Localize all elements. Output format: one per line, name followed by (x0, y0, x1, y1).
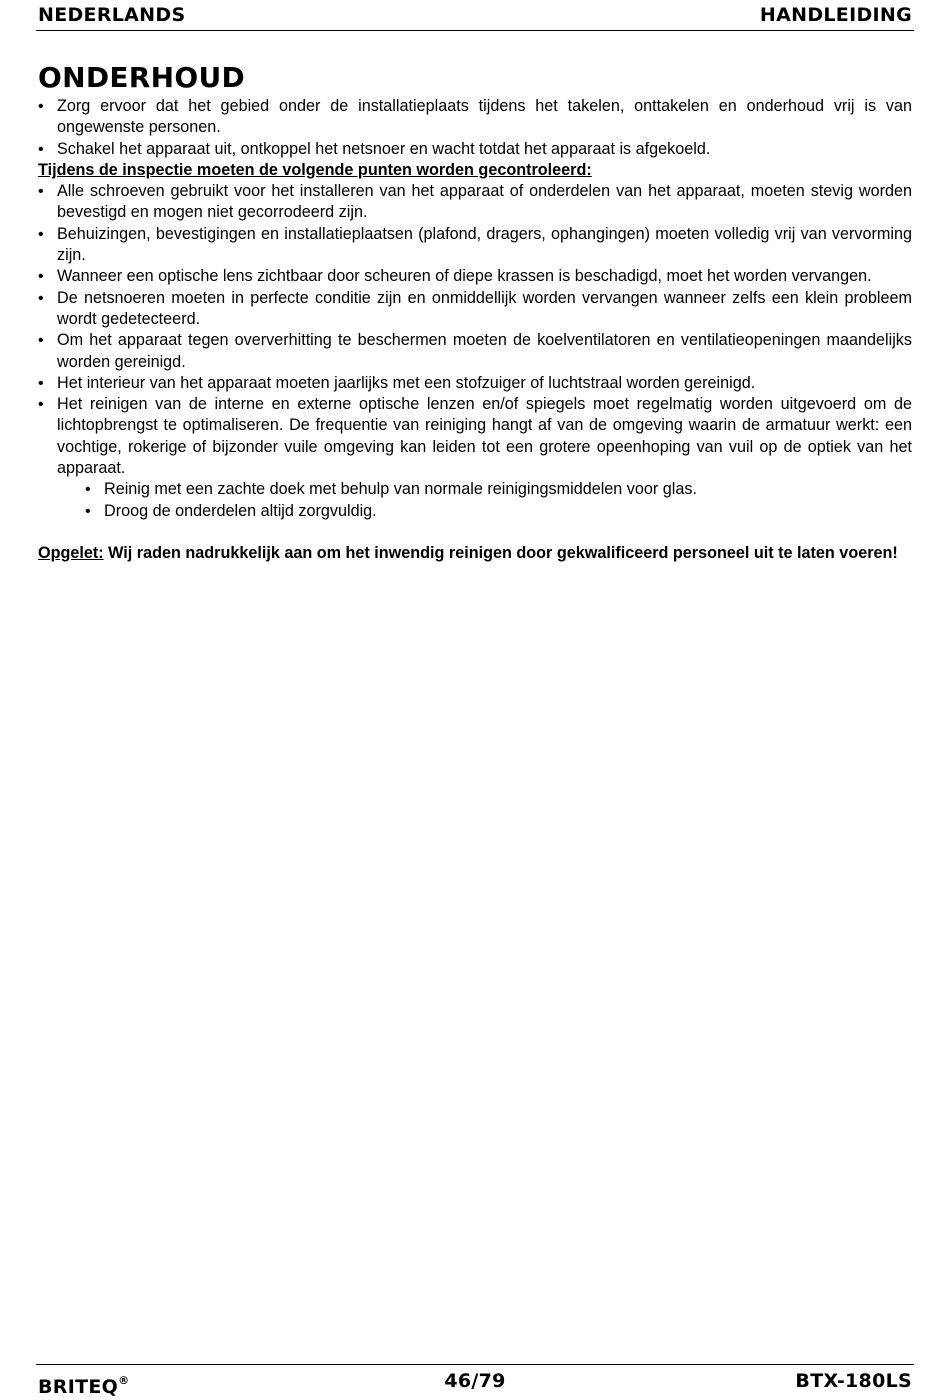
list-item: • Het reinigen van de interne en externe optische lenzen en/of spiegels moet regelmatig worden uitgevoerd om de lichtopbrengst te optimaliseren. De frequentie van reiniging hangt af van de omgeving waarin de armatuur werkt: een vochtige, rokerige of bijzonder vuile omgeving kan leiden tot een grotere opeenhoping van vuil op de optiek van het apparaat. (38, 394, 912, 479)
footer-model: BTX-180LS (795, 1370, 912, 1392)
footer-divider (36, 1364, 914, 1365)
list-item: • Om het apparaat tegen oververhitting te beschermen moeten de koelventilatoren en ventilatieopeningen maandelijks worden gereinigd. (38, 330, 912, 373)
list-item: • Schakel het apparaat uit, ontkoppel het netsnoer en wacht totdat het apparaat is afgekoeld. (38, 139, 912, 160)
section-title: ONDERHOUD (38, 61, 246, 94)
list-item: • Het interieur van het apparaat moeten jaarlijks met een stofzuiger of luchtstraal worden gereinigd. (38, 373, 912, 394)
page-header (38, 2, 912, 28)
page-number: 46/79 (444, 1370, 506, 1392)
inspection-list (38, 181, 912, 479)
warning-text: Wij raden nadrukkelijk aan om het inwendig reinigen door gekwalificeerd personeel uit te laten voeren! (103, 543, 898, 562)
sub-list-item: • Reinig met een zachte doek met behulp van normale reinigingsmiddelen voor glas. (85, 479, 912, 500)
warning-label: Opgelet: (38, 543, 104, 562)
intro-list (38, 96, 912, 160)
registered-mark: ® (118, 1374, 130, 1387)
list-item: • Wanneer een optische lens zichtbaar door scheuren of diepe krassen is beschadigd, moet het worden vervangen. (38, 266, 912, 287)
warning-note (38, 543, 912, 564)
header-language: NEDERLANDS (38, 4, 186, 26)
header-doc-type: HANDLEIDING (759, 4, 912, 26)
inspection-heading: Tijdens de inspectie moeten de volgende punten worden gecontroleerd: (38, 160, 592, 179)
list-item: • De netsnoeren moeten in perfecte conditie zijn en onmiddellijk worden vervangen wanneer zelfs een klein probleem wordt gedetecteerd. (38, 288, 912, 331)
brand-name: BRITEQ (38, 1376, 119, 1398)
header-divider (36, 30, 914, 31)
cleaning-sublist (38, 479, 912, 522)
sub-list-item: • Droog de onderdelen altijd zorgvuldig. (85, 501, 912, 522)
list-item: • Alle schroeven gebruikt voor het installeren van het apparaat of onderdelen van het apparaat, moeten stevig worden bevestigd en mogen niet gecorrodeerd zijn. (38, 181, 912, 224)
list-item: • Zorg ervoor dat het gebied onder de installatieplaats tijdens het takelen, onttakelen en onderhoud vrij is van ongewenste personen. (38, 96, 912, 139)
list-item: • Behuizingen, bevestigingen en installatieplaatsen (plafond, dragers, ophangingen) moeten volledig vrij van vervorming zijn. (38, 224, 912, 267)
page-content (38, 60, 912, 564)
